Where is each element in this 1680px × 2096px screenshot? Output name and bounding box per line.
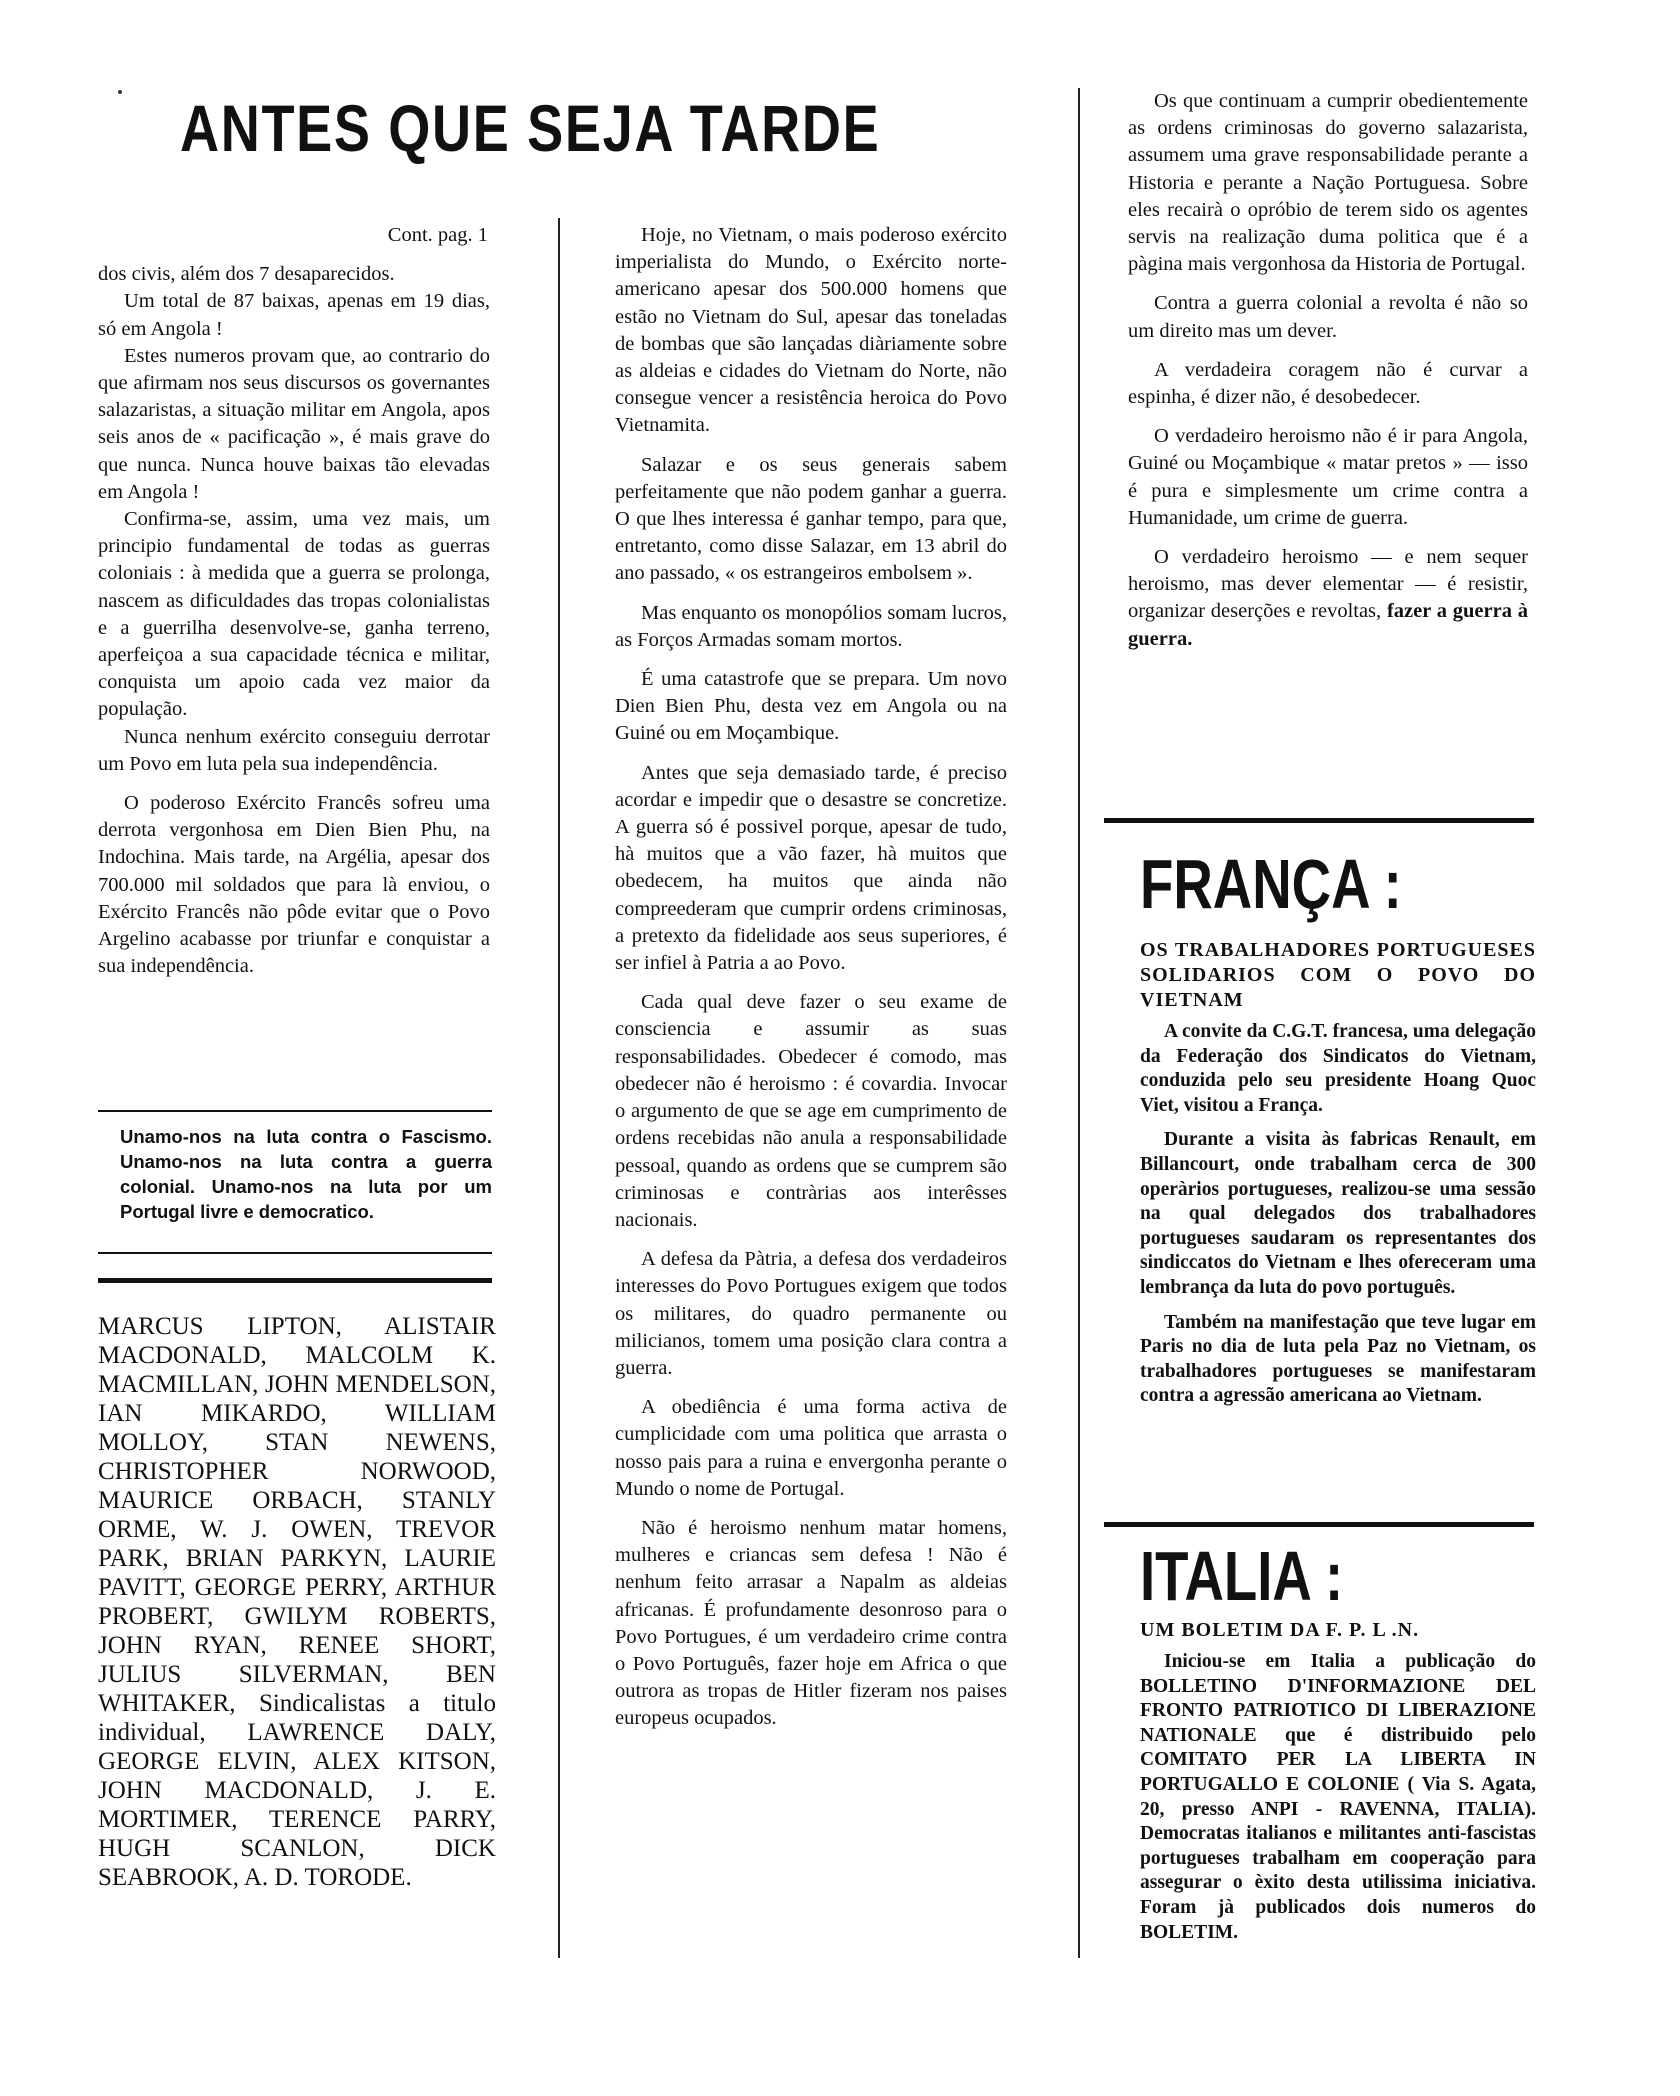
rule-below-box bbox=[98, 1252, 492, 1254]
column-2 bbox=[615, 222, 1007, 1745]
final-bold-text: fazer a guerra à guerra. bbox=[1128, 600, 1528, 650]
section-title-franca: FRANÇA : bbox=[1140, 845, 1402, 923]
col1-paragraph: Um total de 87 baixas, apenas em 19 dias, só em Angola ! bbox=[98, 290, 490, 340]
col2-paragraph: Hoje, no Vietnam, o mais poderoso exército imperialista do Mundo, o Exército norte-americano apesar dos 500.000 homens que estão no Vietnam do Sul, apesar das toneladas de bombas que são lançadas diàriamente sobre as aldeias e cidades do Vietnam do Norte, não consegue vencer a resistência heroica do Povo Vietnamita. bbox=[615, 224, 1007, 437]
section-body-italia bbox=[1140, 1650, 1536, 1955]
thick-rule-col3 bbox=[1104, 818, 1534, 823]
section-subtitle-franca: OS TRABALHADORES PORTUGUESES SOLIDARIOS COM O POVO DO VIETNAM bbox=[1140, 939, 1536, 1011]
column-divider-2 bbox=[1078, 88, 1080, 1958]
ink-speck bbox=[118, 90, 122, 94]
continuation-note: Cont. pag. 1 bbox=[387, 224, 488, 246]
section-subtitle-italia: UM BOLETIM DA F. P. L .N. bbox=[1140, 1619, 1420, 1641]
franca-paragraph: A convite da C.G.T. francesa, uma delegação da Federação dos Sindicatos do Vietnam, conduzida pelo seu presidente Hoang Quoc Viet, visitou a França. bbox=[1140, 1021, 1536, 1116]
column-1 bbox=[98, 222, 490, 992]
column-3 bbox=[1128, 88, 1528, 665]
col2-paragraph: Antes que seja demasiado tarde, é preciso acordar e impedir que o desastre se concretize. A guerra só é possivel porque, apesar de tudo, hà muitos que a vão fazer, hà muitos que obedecem, ha muitos que ainda não compreederam que cumprir ordens criminosas, a pretexto da fidelidade aos seus superiores, é ser infiel à Patria a ao Povo. bbox=[615, 761, 1007, 975]
section-body-franca bbox=[1140, 1020, 1536, 1419]
thick-rule-col1 bbox=[98, 1278, 492, 1283]
col2-paragraph: Mas enquanto os monopólios somam lucros, as Forços Armadas somam mortos. bbox=[615, 601, 1007, 651]
col1-paragraph: O poderoso Exército Francês sofreu uma derrota vergonhosa em Dien Bien Phu, na Indochina. Mais tarde, na Argélia, apesar dos 700.000 mil soldados que para là enviou, o Exército Francês não pôde evitar que o Povo Argelino acabasse por triunfar e conquistar a sua independência. bbox=[98, 792, 490, 978]
col2-paragraph: A defesa da Pàtria, a defesa dos verdadeiros interesses do Povo Portugues exigem que todos os militares, do quadro permanente ou milicianos, tomem uma posição clara contra a guerra. bbox=[615, 1248, 1007, 1379]
col2-paragraph: Não é heroismo nenhum matar homens, mulheres e criancas sem defesa ! Não é nenhum feito arrasar a Napalm as aldeias africanas. É profundamente desonroso para o Povo Portugues, é um verdadeiro crime contra o Povo Português, fazer hoje em Africa o que outrora as tropas de Hitler fizeram nos paises europeus ocupados. bbox=[615, 1516, 1007, 1730]
rule-above-box bbox=[98, 1110, 492, 1112]
franca-paragraph: Também na manifestação que teve lugar em Paris no dia de luta pela Paz no Vietnam, os trabalhadores portugueses se manifestaram contra a agressão americana ao Vietnam. bbox=[1140, 1311, 1536, 1407]
col2-paragraph: É uma catastrofe que se prepara. Um novo Dien Bien Phu, desta vez em Angola ou na Guiné ou em Moçambique. bbox=[615, 668, 1007, 745]
col3-paragraph-final bbox=[1128, 544, 1528, 653]
col3-paragraph: Contra a guerra colonial a revolta é não so um direito mas um dever. bbox=[1128, 292, 1528, 342]
italia-paragraph: Iniciou-se em Italia a publicação do BOLLETINO D'INFORMAZIONE DEL FRONTO PATRIOTICO DI LIBERAZIONE NATIONALE que é distribuido pelo COMITATO PER LA LIBERTA IN PORTUGALLO E COLONIE ( Via S. Agata, 20, presso ANPI - RAVENNA, ITALIA). Democratas italianos e militantes anti-fascistas portugueses trabalham em cooperação para assegurar o èxito desta utilissima iniciativa. Foram jà publicados dois numeros do BOLETIM. bbox=[1140, 1651, 1536, 1943]
slogan-box: Unamo-nos na luta contra o Fascismo. Unamo-nos na luta contra a guerra colonial. Unamo-nos na luta por um Portugal livre e democratico. bbox=[120, 1126, 492, 1222]
thick-rule-franca bbox=[1104, 1522, 1534, 1527]
column-divider-1 bbox=[558, 218, 560, 1958]
col1-paragraph: Confirma-se, assim, uma vez mais, um principio fundamental de todas as guerras coloniais : à medida que a guerra se prolonga, nascem as dificuldades das tropas colonialistas e a guerrilha desenvolve-se, ganha terreno, aperfeiçoa a sua capacidade técnica e militar, conquista um apoio cada vez maior da população. bbox=[98, 508, 490, 721]
page-title: ANTES QUE SEJA TARDE bbox=[180, 91, 881, 165]
col1-paragraph: Estes numeros provam que, ao contrario do que afirmam nos seus discursos os governantes salazaristas, a situação militar em Angola, apos seis anos de « pacificação », é mais grave do que nunca. Nunca houve baixas tão elevadas em Angola ! bbox=[98, 344, 490, 503]
final-text: O verdadeiro heroismo — e nem sequer heroismo, mas dever elementar — é resistir, organizar deserções e revoltas, bbox=[1128, 546, 1528, 623]
col2-paragraph: Salazar e os seus generais sabem perfeitamente que não podem ganhar a guerra. O que lhes interessa é ganhar tempo, para que, entretanto, como disse Salazar, em 13 abril do ano passado, « os estrangeiros embolsem ». bbox=[615, 453, 1007, 585]
col3-paragraph: O verdadeiro heroismo não é ir para Angola, Guiné ou Moçambique « matar pretos » — isso é pura e simplesmente um crime contra a Humanidade, um crime de guerra. bbox=[1128, 425, 1528, 529]
col1-paragraph: Nunca nenhum exército conseguiu derrotar um Povo em luta pela sua independência. bbox=[98, 725, 490, 775]
col3-paragraph: A verdadeira coragem não é curvar a espinha, é dizer não, é desobedecer. bbox=[1128, 358, 1528, 409]
col2-paragraph: Cada qual deve fazer o seu exame de consciencia e assumir as suas responsabilidades. Obedecer é comodo, mas obedecer não é heroismo : é covardia. Invocar o argumento de que se age em cumprimento de ordens recebidas não anula a responsabilidade pessoal, quando as ordens que se cumprem são criminosas e contràrias aos interêsses nacionais. bbox=[615, 991, 1007, 1231]
signatories-list: MARCUS LIPTON, ALISTAIR MACDONALD, MALCOLM K. MACMILLAN, JOHN MENDELSON, IAN MIKARDO, WILLIAM MOLLOY, STAN NEWENS, CHRISTOPHER NORWOOD, MAURICE ORBACH, STANLY ORME, W. J. OWEN, TREVOR PARK, BRIAN PARKYN, LAURIE PAVITT, GEORGE PERRY, ARTHUR PROBERT, GWILYM ROBERTS, JOHN RYAN, RENEE SHORT, JULIUS SILVERMAN, BEN WHITAKER, Sindicalistas a titulo individual, LAWRENCE DALY, GEORGE ELVIN, ALEX KITSON, JOHN MACDONALD, J. E. MORTIMER, TERENCE PARRY, HUGH SCANLON, DICK SEABROOK, A. D. TORODE. bbox=[98, 1313, 496, 1891]
col2-paragraph: A obediência é uma forma activa de cumplicidade com uma politica que arrasta o nosso pais para a ruina e envergonha perante o Mundo o nome de Portugal. bbox=[615, 1396, 1007, 1500]
col1-paragraph: dos civis, além dos 7 desaparecidos. bbox=[98, 263, 395, 286]
franca-paragraph: Durante a visita às fabricas Renault, em Billancourt, onde trabalham cerca de 300 operàrios portugueses, realizou-se uma sessão na qual delegados dos trabalhadores portugueses saudaram os representantes dos sindiccatos do Vietnam e lhes ofereceram uma lembrança da luta do povo português. bbox=[1140, 1129, 1536, 1298]
col3-paragraph: Os que continuam a cumprir obedientemente as ordens criminosas do governo salazarista, assumem uma grave responsabilidade perante a Historia e perante a Nação Portuguesa. Sobre eles recairà o opróbio de terem sido os agentes servis na realização duma politica que é a pàgina mais vergonhosa da Historia de Portugal. bbox=[1128, 90, 1528, 276]
section-title-italia: ITALIA : bbox=[1140, 1537, 1344, 1615]
